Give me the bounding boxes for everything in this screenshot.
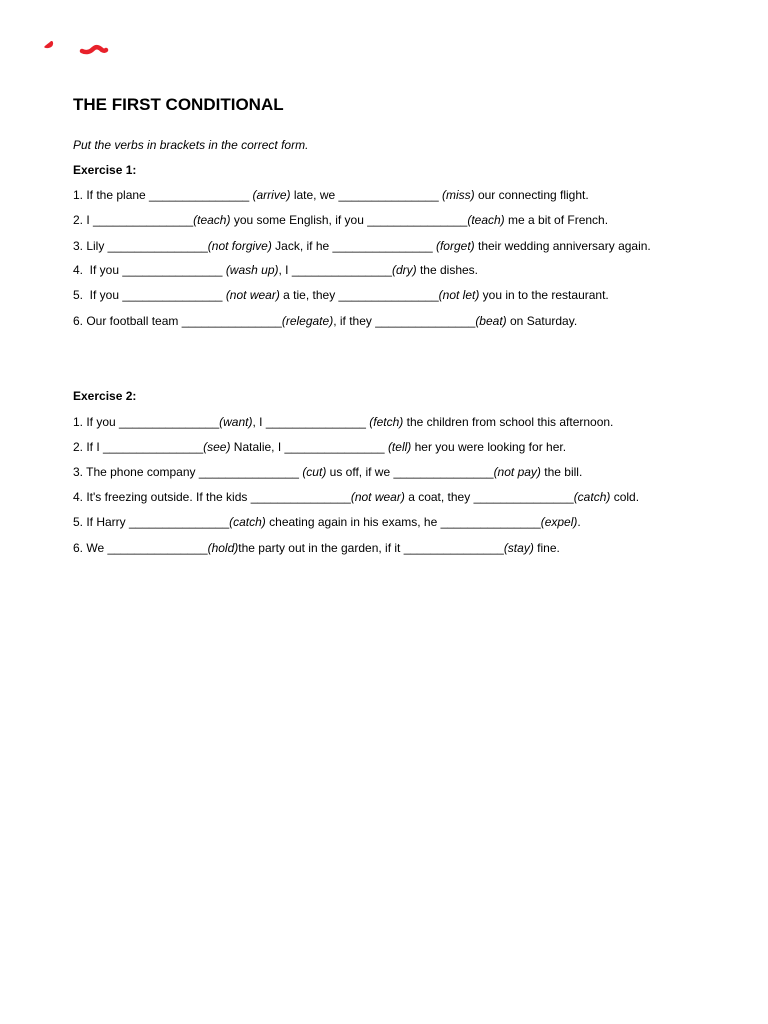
verb-hint: (wash up)	[225, 263, 279, 277]
sentence-text: cold.	[610, 490, 640, 504]
sentence-text: me a bit of French.	[504, 213, 609, 227]
verb-hint: (cut)	[302, 465, 327, 479]
exercise-2-item-5	[73, 515, 581, 530]
page-title: THE FIRST CONDITIONAL	[73, 95, 284, 114]
verb-hint: (teach)	[467, 213, 505, 227]
verb-hint: (not wear)	[350, 490, 405, 504]
instructions-text: Put the verbs in brackets in the correct form.	[73, 138, 309, 152]
sentence-text: 6. Our football team _______________	[73, 314, 282, 328]
sentence-text: her you were looking for her.	[411, 440, 567, 454]
sentence-text: us off, if we _______________	[326, 465, 494, 479]
sentence-text: Jack, if he _______________	[271, 239, 436, 253]
verb-hint: (hold)	[207, 541, 239, 555]
exercise-1-heading: Exercise 1:	[73, 163, 137, 177]
sentence-text: 3. Lily _______________	[73, 239, 208, 253]
exercise-1-item-5	[73, 288, 609, 303]
sentence-text: our connecting flight.	[474, 188, 589, 202]
verb-hint: (see)	[203, 440, 231, 454]
verb-hint: (not forgive)	[207, 239, 272, 253]
red-brush-logo-icon	[40, 36, 112, 58]
verb-hint: (fetch)	[369, 415, 404, 429]
verb-hint: (miss)	[441, 188, 475, 202]
sentence-text: cheating again in his exams, he _______________	[265, 515, 541, 529]
sentence-text: 4. If you _______________	[73, 263, 226, 277]
verb-hint: (relegate)	[281, 314, 334, 328]
sentence-text: a coat, they _______________	[404, 490, 574, 504]
exercise-2-heading: Exercise 2:	[73, 389, 137, 403]
sentence-text: fine.	[533, 541, 560, 555]
sentence-text: late, we _______________	[290, 188, 442, 202]
exercise-1-item-6	[73, 314, 577, 329]
verb-hint: (beat)	[475, 314, 507, 328]
sentence-text: 2. If I _______________	[73, 440, 204, 454]
sentence-text: 5. If you _______________	[73, 288, 226, 302]
sentence-text: 2. I _______________	[73, 213, 194, 227]
exercise-2-item-2	[73, 440, 566, 455]
exercise-2-item-6	[73, 541, 560, 556]
sentence-text: their wedding anniversary again.	[474, 239, 651, 253]
sentence-text: 6. We _______________	[73, 541, 208, 555]
sentence-text: on Saturday.	[506, 314, 578, 328]
verb-hint: (stay)	[503, 541, 534, 555]
verb-hint: (not pay)	[493, 465, 541, 479]
sentence-text: .	[577, 515, 581, 529]
exercise-1-item-4	[73, 263, 478, 278]
sentence-text: 1. If you _______________	[73, 415, 220, 429]
sentence-text: , I _______________	[252, 415, 370, 429]
verb-hint: (want)	[219, 415, 253, 429]
exercise-2-item-4	[73, 490, 639, 505]
verb-hint: (arrive)	[252, 188, 291, 202]
verb-hint: (dry)	[391, 263, 417, 277]
sentence-text: Natalie, I _______________	[230, 440, 388, 454]
verb-hint: (catch)	[573, 490, 611, 504]
sentence-text: you some English, if you _______________	[230, 213, 468, 227]
sentence-text: 1. If the plane _______________	[73, 188, 253, 202]
logo-stroke-right	[82, 47, 106, 52]
verb-hint: (expel)	[540, 515, 578, 529]
logo-stroke-left	[45, 42, 52, 48]
sentence-text: 5. If Harry _______________	[73, 515, 230, 529]
exercise-2-item-1	[73, 415, 613, 430]
exercise-1-item-1	[73, 188, 589, 203]
verb-hint: (tell)	[387, 440, 412, 454]
sentence-text: a tie, they _______________	[279, 288, 439, 302]
sentence-text: you in to the restaurant.	[479, 288, 609, 302]
exercise-2-item-3	[73, 465, 582, 480]
verb-hint: (not wear)	[225, 288, 280, 302]
sentence-text: 3. The phone company _______________	[73, 465, 303, 479]
sentence-text: , I _______________	[278, 263, 392, 277]
verb-hint: (forget)	[435, 239, 475, 253]
sentence-text: the dishes.	[416, 263, 478, 277]
sentence-text: the party out in the garden, if it _______________	[238, 541, 504, 555]
exercise-1-item-2	[73, 213, 608, 228]
sentence-text: 4. It's freezing outside. If the kids _______________	[73, 490, 351, 504]
sentence-text: the children from school this afternoon.	[403, 415, 614, 429]
verb-hint: (not let)	[438, 288, 480, 302]
verb-hint: (teach)	[193, 213, 231, 227]
verb-hint: (catch)	[229, 515, 266, 529]
exercise-1-item-3	[73, 239, 651, 254]
sentence-text: , if they _______________	[333, 314, 476, 328]
sentence-text: the bill.	[540, 465, 583, 479]
